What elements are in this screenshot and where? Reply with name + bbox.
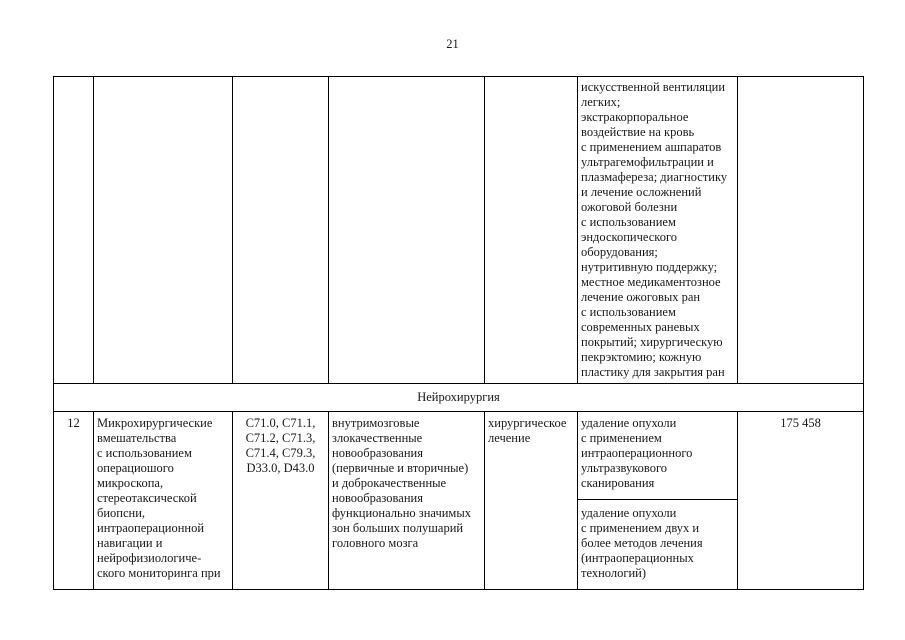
- text-line: Микрохирургические: [97, 416, 213, 430]
- text-line: лечение ожоговых ран: [581, 290, 701, 304]
- text-line: экстракорпоральное: [581, 110, 689, 124]
- text-line: и доброкачественные: [332, 476, 447, 490]
- page-number: 21: [446, 37, 459, 51]
- text-line: искусственной вентиляции: [581, 80, 726, 94]
- text-line: C71.4, C79.3,: [245, 446, 316, 460]
- text-line: головного мозга: [332, 536, 419, 550]
- text-line: стереотаксической: [97, 491, 197, 505]
- text-line: микроскопа,: [97, 476, 164, 490]
- text-line: лечение: [488, 431, 531, 445]
- text-line: (первичные и вторичные): [332, 461, 469, 475]
- text-line: современных раневых: [581, 320, 700, 334]
- text-line: эндоскопического: [581, 230, 678, 244]
- text-line: оборудования;: [581, 245, 658, 259]
- text-line: интраоперационного: [581, 446, 693, 460]
- text-line: ского мониторинга при: [97, 566, 221, 580]
- icd-codes: [232, 411, 329, 590]
- text-line: (интраоперационных: [581, 551, 694, 565]
- text-line: навигации и: [97, 536, 163, 550]
- text-line: удаление опухоли: [581, 416, 677, 430]
- text-line: зон больших полушарий: [332, 521, 464, 535]
- treatment-type: [484, 411, 578, 590]
- text-line: пластику для закрытия ран: [581, 365, 725, 379]
- text-line: воздействие на кровь: [581, 125, 695, 139]
- text-line: местное медикаментозное: [581, 275, 721, 289]
- text-line: операциошого: [97, 461, 174, 475]
- table-cell-empty: [484, 76, 578, 384]
- text-line: с применением двух и: [581, 521, 700, 535]
- procedure-name: [93, 411, 233, 590]
- text-line: нутритивную поддержку;: [581, 260, 718, 274]
- text-line: хирургическое: [488, 416, 567, 430]
- text-line: и лечение осложнений: [581, 185, 702, 199]
- table-cell-empty: [737, 76, 864, 384]
- row-number: [53, 411, 94, 590]
- text-line: нейрофизиологиче-: [97, 551, 202, 565]
- text-line: пекрэктомию; кожную: [581, 350, 702, 364]
- text-line: технологий): [581, 566, 647, 580]
- text-line: покрытий; хирургическую: [581, 335, 723, 349]
- text-line: сканирования: [581, 476, 655, 490]
- text-line: с применением ашпаратов: [581, 140, 722, 154]
- text-line: ультрагемофильтрации и: [581, 155, 714, 169]
- text-line: с применением: [581, 431, 662, 445]
- table-cell-empty: [232, 76, 329, 384]
- text-line: ультразвукового: [581, 461, 668, 475]
- text-line: удаление опухоли: [581, 506, 677, 520]
- table-cell-empty: [328, 76, 485, 384]
- diagnosis: [328, 411, 485, 590]
- text-line: новообразования: [332, 446, 423, 460]
- text-line: плазмафереза; диагностику: [581, 170, 728, 184]
- text-line: внутримозговые: [332, 416, 420, 430]
- text-line: интраоперационной: [97, 521, 205, 535]
- cost-value: 175 458: [780, 416, 821, 430]
- treatment-method: [577, 411, 738, 500]
- text-line: функционально значимых: [332, 506, 471, 520]
- text-line: с использованием: [97, 446, 192, 460]
- row-number-value: 12: [67, 416, 80, 430]
- text-line: с использованием: [581, 305, 676, 319]
- table-cell-empty: [53, 76, 94, 384]
- text-line: новообразования: [332, 491, 423, 505]
- treatment-method: [577, 499, 738, 590]
- text-line: легких;: [581, 95, 621, 109]
- table-cell-empty: [93, 76, 233, 384]
- text-line: с использованием: [581, 215, 676, 229]
- text-line: биопсни,: [97, 506, 146, 520]
- text-line: вмешательства: [97, 431, 177, 445]
- section-title: Нейрохирургия: [53, 383, 864, 412]
- text-line: C71.2, C71.3,: [245, 431, 316, 445]
- text-line: C71.0, C71.1,: [245, 416, 316, 430]
- treatment-method-continued: [577, 76, 738, 384]
- text-line: D33.0, D43.0: [246, 461, 315, 475]
- cost: [737, 411, 864, 590]
- text-line: более методов лечения: [581, 536, 703, 550]
- text-line: ожоговой болезни: [581, 200, 678, 214]
- text-line: злокачественные: [332, 431, 423, 445]
